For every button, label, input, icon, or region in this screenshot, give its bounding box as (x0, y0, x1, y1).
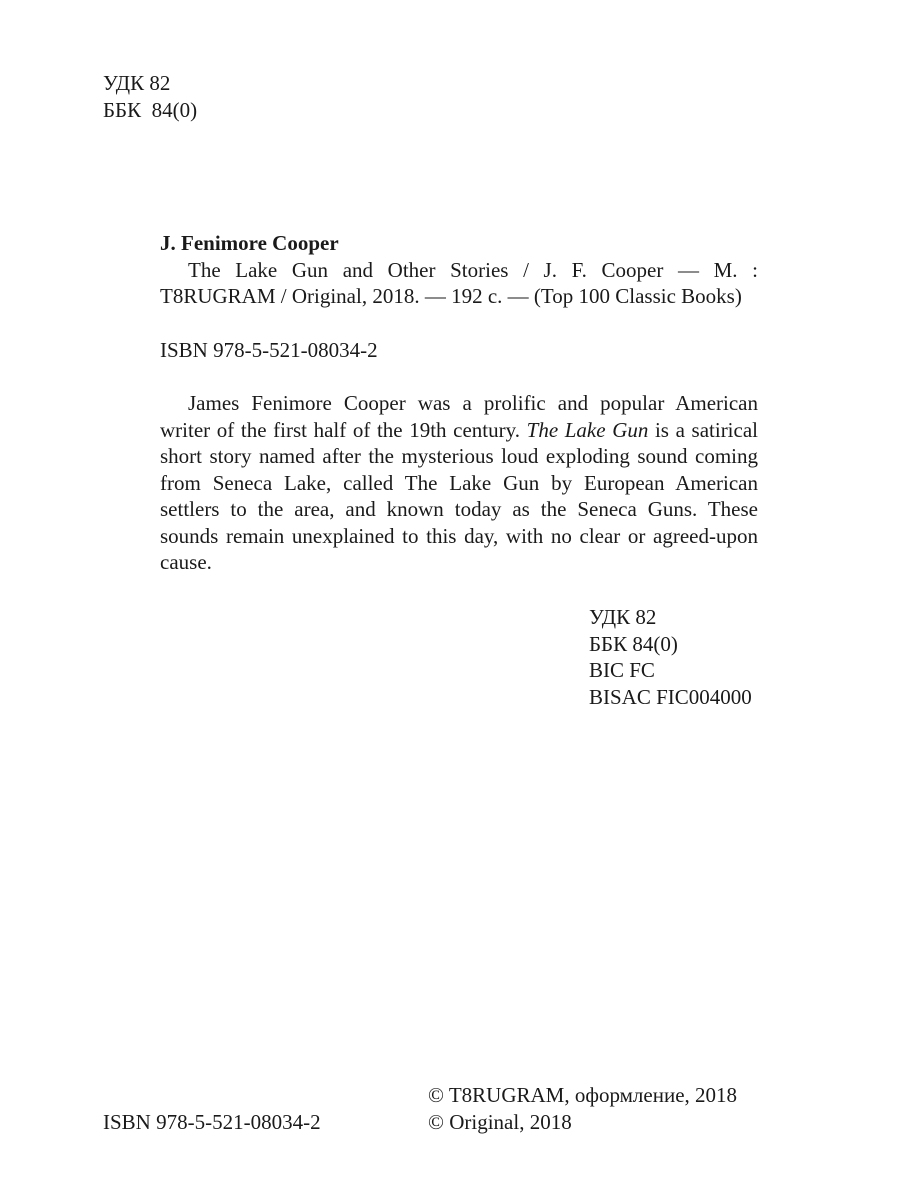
author-name: J. Fenimore Cooper (160, 231, 339, 255)
bbk-code-right: ББК 84(0) (589, 631, 678, 656)
bibliographic-record (160, 230, 758, 576)
bic-code: BIC FC (589, 658, 655, 682)
abstract-text-1: James Fenimore Cooper was a prolific and popular American writer of the first half of the 19th century. (160, 391, 758, 442)
top-classification (103, 70, 197, 123)
udk-code: УДК 82 (103, 71, 171, 95)
abstract-text-2: is a satirical short story named after the mysterious loud exploding sound coming from Seneca Lake, called The Lake Gun by European American settlers to the area, and known today as the Seneca Guns. These sounds remain unexplained to this day, with no clear or agreed-upon cause. (160, 417, 758, 574)
copyright-original: © Original, 2018 (428, 1109, 572, 1134)
isbn-footer: ISBN 978-5-521-08034-2 (103, 1110, 321, 1134)
copyright-notice (428, 1082, 737, 1135)
book-description: The Lake Gun and Other Stories / J. F. Cooper — M. : T8RUGRAM / Original, 2018. — 192 с. — (Top 100 Classic Books) (160, 257, 758, 308)
bisac-code: BISAC FIC004000 (589, 684, 752, 709)
udk-code-right: УДК 82 (589, 605, 657, 629)
copyright-design: © T8RUGRAM, оформление, 2018 (428, 1083, 738, 1107)
footer-isbn (103, 1109, 321, 1136)
abstract-title-italic: The Lake Gun (526, 417, 649, 442)
right-classification (589, 604, 752, 710)
isbn-record: ISBN 978-5-521-08034-2 (160, 337, 378, 362)
bbk-code: ББК 84(0) (103, 97, 198, 122)
book-abstract (160, 390, 758, 576)
